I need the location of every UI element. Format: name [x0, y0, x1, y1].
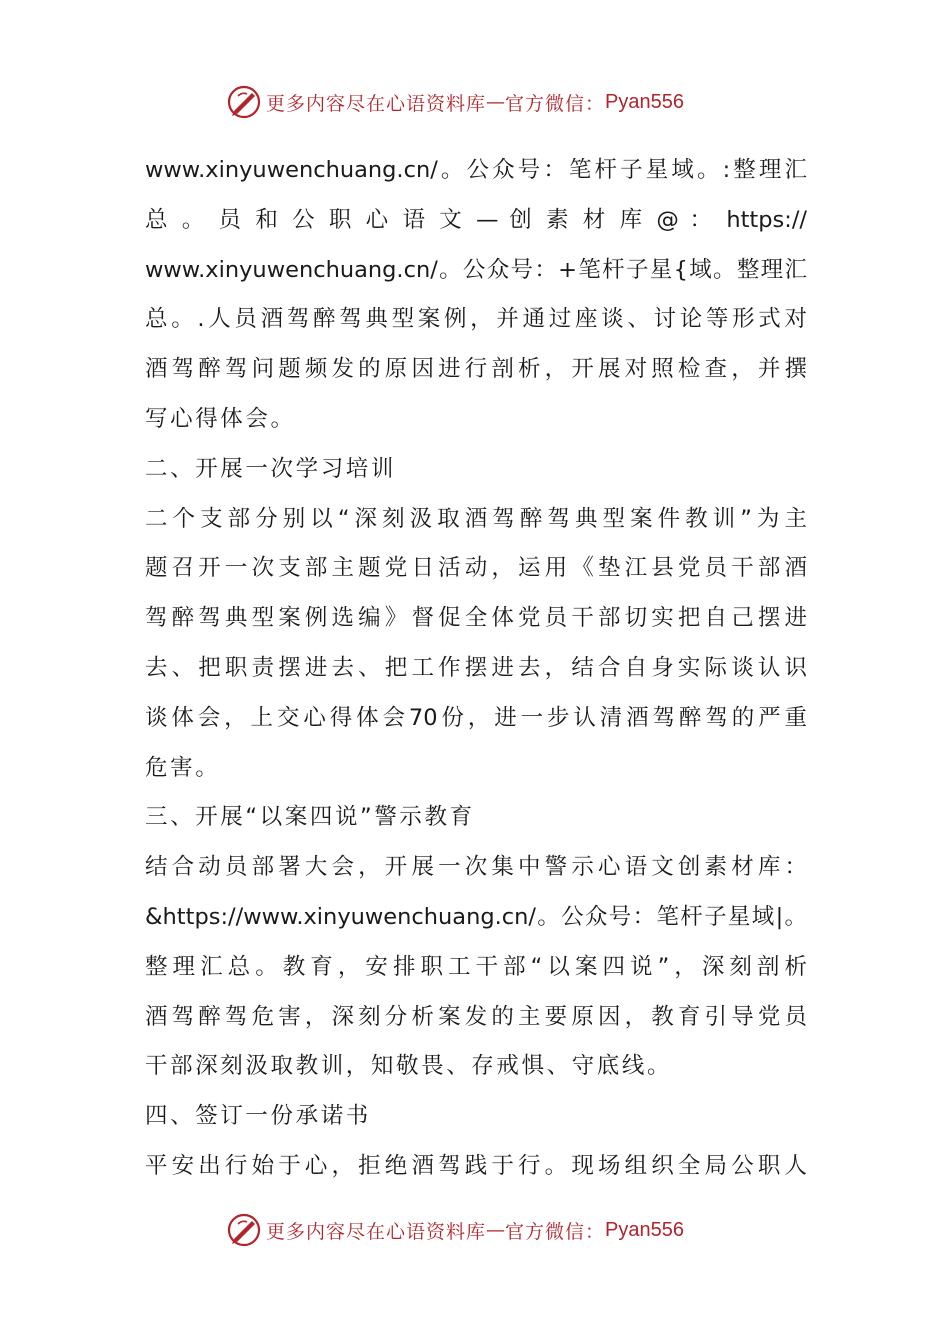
text-line: &https://www.xinyuwenchuang.cn/。公众号：笔杆子星域|。 — [145, 903, 807, 930]
text-line: 谈体会，上交心得体会70份，进一步认清酒驾醉驾的严重 — [145, 704, 807, 731]
pen-logo-icon — [226, 1212, 262, 1248]
banner-wechat-label: 官方微信： — [505, 92, 606, 115]
text-line: www.xinyuwenchuang.cn/。公众号：+笔杆子星{域。整理汇 — [145, 256, 807, 283]
banner-wechat-id: Pyan556 — [605, 90, 684, 113]
text-line: 二个支部分别以“深刻汲取酒驾醉驾典型案件教训”为主 — [145, 505, 807, 532]
section-heading: 二、开展一次学习培训 — [145, 455, 397, 482]
header-watermark-banner — [226, 82, 684, 122]
banner-wechat-label: 官方微信： — [505, 1220, 606, 1243]
text-line: 整理汇总。教育，安排职工干部“以案四说”，深刻剖析 — [145, 953, 807, 980]
text-line: 酒驾醉驾危害，深刻分析案发的主要原因，教育引导党员 — [145, 1003, 807, 1030]
text-line: 结合动员部署大会，开展一次集中警示心语文创素材库： — [145, 854, 807, 881]
text-line: 去、把职责摆进去、把工作摆进去，结合自身实际谈认识 — [145, 654, 807, 681]
text-line: 危害。 — [145, 754, 221, 781]
banner-wechat-id: Pyan556 — [605, 1218, 684, 1241]
text-line: 干部深刻汲取教训，知敬畏、存戒惧、守底线。 — [145, 1053, 673, 1080]
banner-text: 更多内容尽在心语资料库 — [266, 1220, 487, 1243]
text-line: www.xinyuwenchuang.cn/。公众号：笔杆子星域。:整理汇 — [145, 157, 807, 183]
text-line: 写心得体会。 — [145, 405, 296, 432]
text-line: 平安出行始于心，拒绝酒驾践于行。现场组织全局公职人 — [145, 1152, 807, 1179]
footer-watermark-banner — [226, 1210, 684, 1250]
text-line: 总 。 员 和 公 职 心 语 文 — 创 素 材 库 @ ： https:// — [145, 206, 807, 233]
section-heading: 三、开展“以案四说”警示教育 — [145, 804, 475, 831]
pen-logo-icon — [226, 84, 262, 120]
section-heading: 四、签订一份承诺书 — [145, 1103, 371, 1130]
text-line: 题召开一次支部主题党日活动，运用《垫江县党员干部酒 — [145, 555, 807, 582]
banner-separator: — — [486, 1219, 506, 1241]
text-line: 驾醉驾典型案例选编》督促全体党员干部切实把自己摆进 — [145, 605, 807, 632]
text-line: 总。.人员酒驾醉驾典型案例，并通过座谈、讨论等形式对 — [145, 306, 807, 333]
document-body — [145, 146, 807, 1192]
banner-text: 更多内容尽在心语资料库 — [266, 92, 487, 115]
text-line: 酒驾醉驾问题频发的原因进行剖析，开展对照检查，并撰 — [145, 356, 807, 383]
banner-separator: — — [486, 91, 506, 113]
